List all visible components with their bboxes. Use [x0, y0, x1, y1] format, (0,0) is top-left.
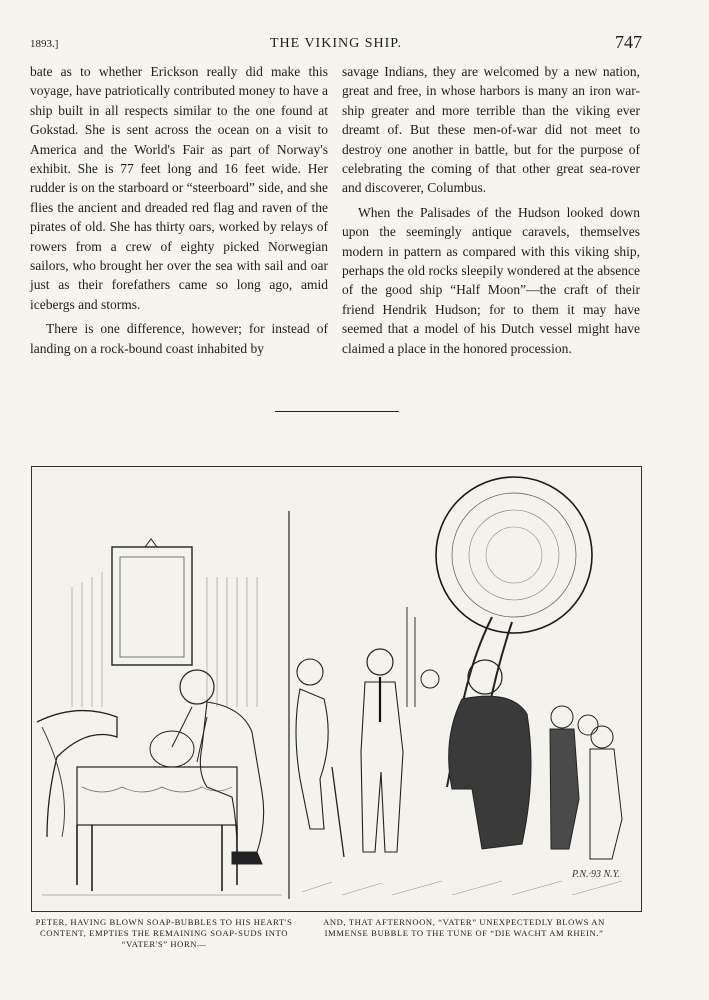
- right-column: [342, 62, 640, 358]
- left-panel-scene: [37, 539, 282, 895]
- left-paragraph-1: bate as to whether Erickson really did make this voyage, have patriotically contributed money to have a ship built in all respects similar to the one found at Gokstad. She is sent across the ocean on a visit to America and the World's Fair as part of Norway's exhibit. She is 77 feet long and 16 feet wide. Her rudder is on the starboard or “steerboard” side, and she flies the ancient and dreaded red flag and raven of the pirates of old. She has thirty oars, worked by relays of rowers from a crew of eighty picked Norwegian sailors, who brought her over the sea with sail and oar just as their forefathers came so long ago, amid icebergs and storms.: [30, 64, 328, 312]
- section-divider: [275, 411, 399, 412]
- mirror: [112, 547, 192, 665]
- clarinet-player-head: [367, 649, 393, 675]
- boy-head: [180, 670, 214, 704]
- running-title: THE VIKING SHIP.: [269, 36, 403, 51]
- right-panel-scene: [296, 477, 622, 895]
- left-column: [30, 62, 328, 358]
- header-year: 1893.]: [30, 38, 59, 50]
- caption-left: PETER, HAVING BLOWN SOAP-BUBBLES TO HIS HEART'S CONTENT, EMPTIES THE REMAINING SOAP-SUDS INTO “VATER'S” HORN—: [35, 917, 293, 949]
- table: [77, 767, 237, 825]
- illustration-frame: [31, 466, 642, 912]
- giant-bubble: [436, 477, 592, 633]
- boy-body: [200, 702, 263, 852]
- left-paragraph-2: There is one difference, however; for instead of landing on a rock-bound coast inhabited by: [30, 321, 328, 356]
- artist-signature: P.N.·93 N.Y.: [572, 869, 620, 880]
- tuba-player-body: [449, 696, 531, 849]
- caption-right: AND, THAT AFTERNOON, “VATER” UNEXPECTEDLY BLOWS AN IMMENSE BUBBLE TO THE TUNE OF “DIE WACHT AM RHEIN.”: [323, 917, 605, 938]
- running-header: [30, 32, 642, 54]
- page-number: 747: [615, 32, 642, 52]
- right-paragraph-2: When the Palisades of the Hudson looked down upon the seemingly antique caravels, themselves modern in pattern as compared with this viking ship, perhaps the old rocks sleepily wondered at the absence of the good ship “Half Moon”—the craft of their friend Hendrik Hudson; for to them it may have seemed that a model of his Dutch vessel might have claimed a place in the honored procession.: [342, 204, 640, 356]
- right-paragraph-1: savage Indians, they are welcomed by a new nation, great and free, in whose harbors is many an iron war-ship greater and more terrible than the viking ever dreamt of. But these men-of-war did not meet to destroy one another in battle, but for the purpose of celebrating the coming of that other great sea-rover and discoverer, Columbus.: [342, 64, 640, 196]
- illustration-drawing: [32, 467, 641, 911]
- basin: [150, 731, 194, 767]
